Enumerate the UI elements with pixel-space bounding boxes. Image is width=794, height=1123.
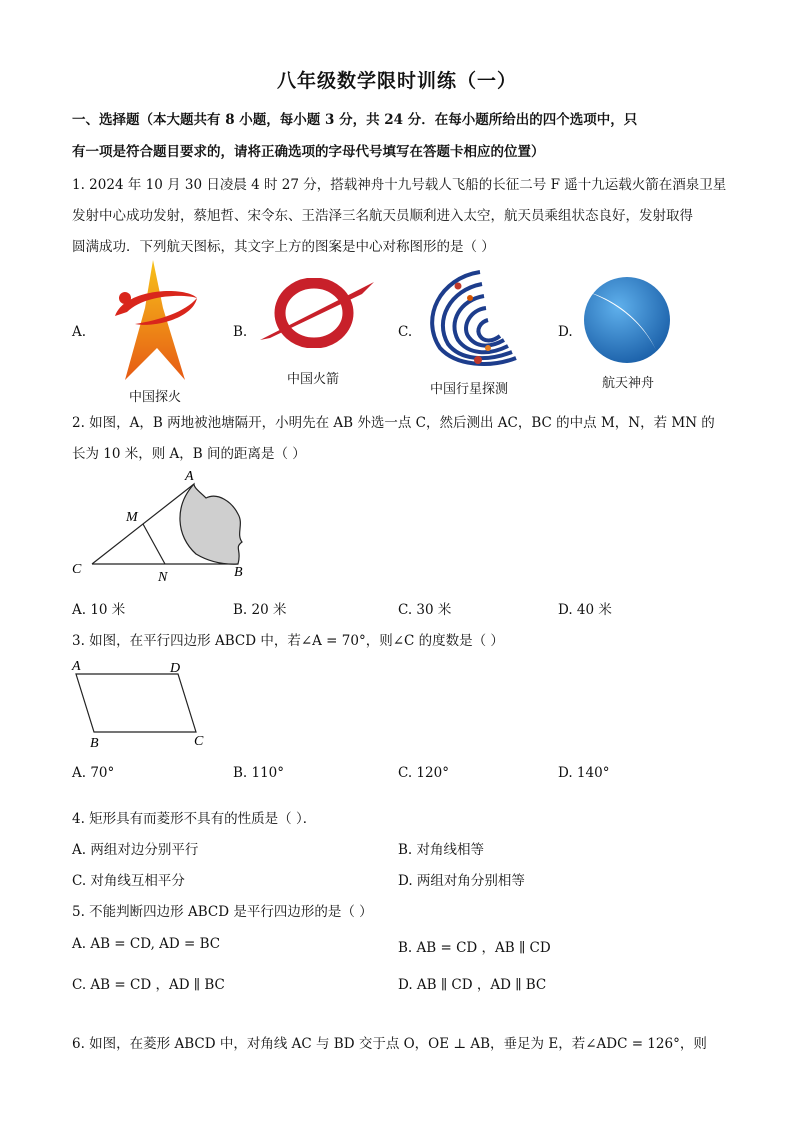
q2-label-b: B bbox=[234, 565, 243, 580]
q3-label-a: A bbox=[72, 659, 81, 674]
q2-pond-figure bbox=[66, 466, 256, 586]
q3-option-d: D. 140° bbox=[558, 765, 610, 781]
q3-label-b: B bbox=[90, 736, 99, 750]
q1-option-d-caption: 航天神舟 bbox=[601, 376, 654, 391]
q6-text-line-1: 6. 如图，在菱形 ABCD 中，对角线 AC 与 BD 交于点 O，OE ⊥ AB，垂足为 E，若∠ADC = 126°，则 bbox=[72, 1036, 707, 1052]
page-title: 八年级数学限时训练（一） bbox=[276, 70, 517, 92]
q2-option-d: D. 40 米 bbox=[558, 602, 612, 618]
q4-option-c: C. 对角线互相平分 bbox=[72, 873, 185, 889]
q4-option-a: A. 两组对边分别平行 bbox=[72, 842, 199, 858]
q2-label-c: C bbox=[72, 562, 82, 577]
q3-label-d: D bbox=[170, 661, 181, 676]
q3-option-b: B. 110° bbox=[233, 765, 285, 781]
section-heading-line-2: 有一项是符合题目要求的，请将正确选项的字母代号填写在答题卡相应的位置） bbox=[72, 144, 545, 160]
q5-option-a: A. AB = CD, AD = BC bbox=[72, 936, 221, 952]
q3-text-line-1: 3. 如图，在平行四边形 ABCD 中，若∠A = 70°，则∠C 的度数是（ ） bbox=[72, 633, 504, 649]
china-planetary-exploration-logo-icon bbox=[420, 268, 520, 372]
q2-option-c: C. 30 米 bbox=[398, 602, 452, 618]
q5-option-b: B. AB = CD ，AB ∥ CD bbox=[398, 940, 551, 956]
q4-option-b: B. 对角线相等 bbox=[398, 842, 485, 858]
q2-label-a: A bbox=[185, 469, 194, 484]
q2-label-n: N bbox=[158, 570, 168, 585]
q1-text-line-3: 圆满成功．下列航天图标，其文字上方的图案是中心对称图形的是（ ） bbox=[72, 239, 495, 255]
q3-label-c: C bbox=[194, 734, 204, 749]
q2-text-line-2: 长为 10 米，则 A，B 间的距离是（ ） bbox=[72, 446, 306, 462]
q3-parallelogram-figure bbox=[66, 654, 216, 750]
q1-option-a-letter: A. bbox=[72, 324, 87, 340]
q5-option-c: C. AB = CD ，AD ∥ BC bbox=[72, 977, 225, 993]
q2-label-m: M bbox=[126, 510, 138, 525]
q4-text-line-1: 4. 矩形具有而菱形不具有的性质是（ ）． bbox=[72, 811, 317, 827]
q1-option-b-letter: B. bbox=[233, 324, 248, 340]
china-rocket-logo-icon bbox=[258, 278, 376, 348]
q5-option-d: D. AB ∥ CD ，AD ∥ BC bbox=[398, 977, 547, 993]
q1-option-a-caption: 中国探火 bbox=[128, 390, 181, 405]
q2-option-b: B. 20 米 bbox=[233, 602, 287, 618]
q1-text-line-1: 1. 2024 年 10 月 30 日凌晨 4 时 27 分，搭载神舟十九号载人飞船的长征二号 F 遥十九运载火箭在酒泉卫星 bbox=[72, 177, 727, 193]
section-heading-line-1: 一、选择题（本大题共有 8 小题，每小题 3 分，共 24 分．在每小题所给出的四个选项中，只 bbox=[72, 112, 638, 128]
q2-text-line-1: 2. 如图，A，B 两地被池塘隔开，小明先在 AB 外选一点 C，然后测出 AC，BC 的中点 M，N，若 MN 的 bbox=[72, 415, 715, 431]
q1-option-b-caption: 中国火箭 bbox=[286, 372, 339, 387]
q5-text-line-1: 5. 不能判断四边形 ABCD 是平行四边形的是（ ） bbox=[72, 904, 373, 920]
q3-option-a: A. 70° bbox=[72, 765, 115, 781]
q1-option-c-letter: C. bbox=[398, 324, 413, 340]
q4-option-d: D. 两组对角分别相等 bbox=[398, 873, 525, 889]
shenzhou-logo-icon bbox=[580, 272, 674, 366]
q1-option-c-caption: 中国行星探测 bbox=[429, 382, 508, 397]
q1-option-d-letter: D. bbox=[558, 324, 573, 340]
china-mars-exploration-logo-icon bbox=[105, 258, 205, 386]
q3-option-c: C. 120° bbox=[398, 765, 449, 781]
q2-option-a: A. 10 米 bbox=[72, 602, 126, 618]
q1-text-line-2: 发射中心成功发射，蔡旭哲、宋令东、王浩泽三名航天员顺利进入太空，航天员乘组状态良好，发射取得 bbox=[72, 208, 693, 224]
